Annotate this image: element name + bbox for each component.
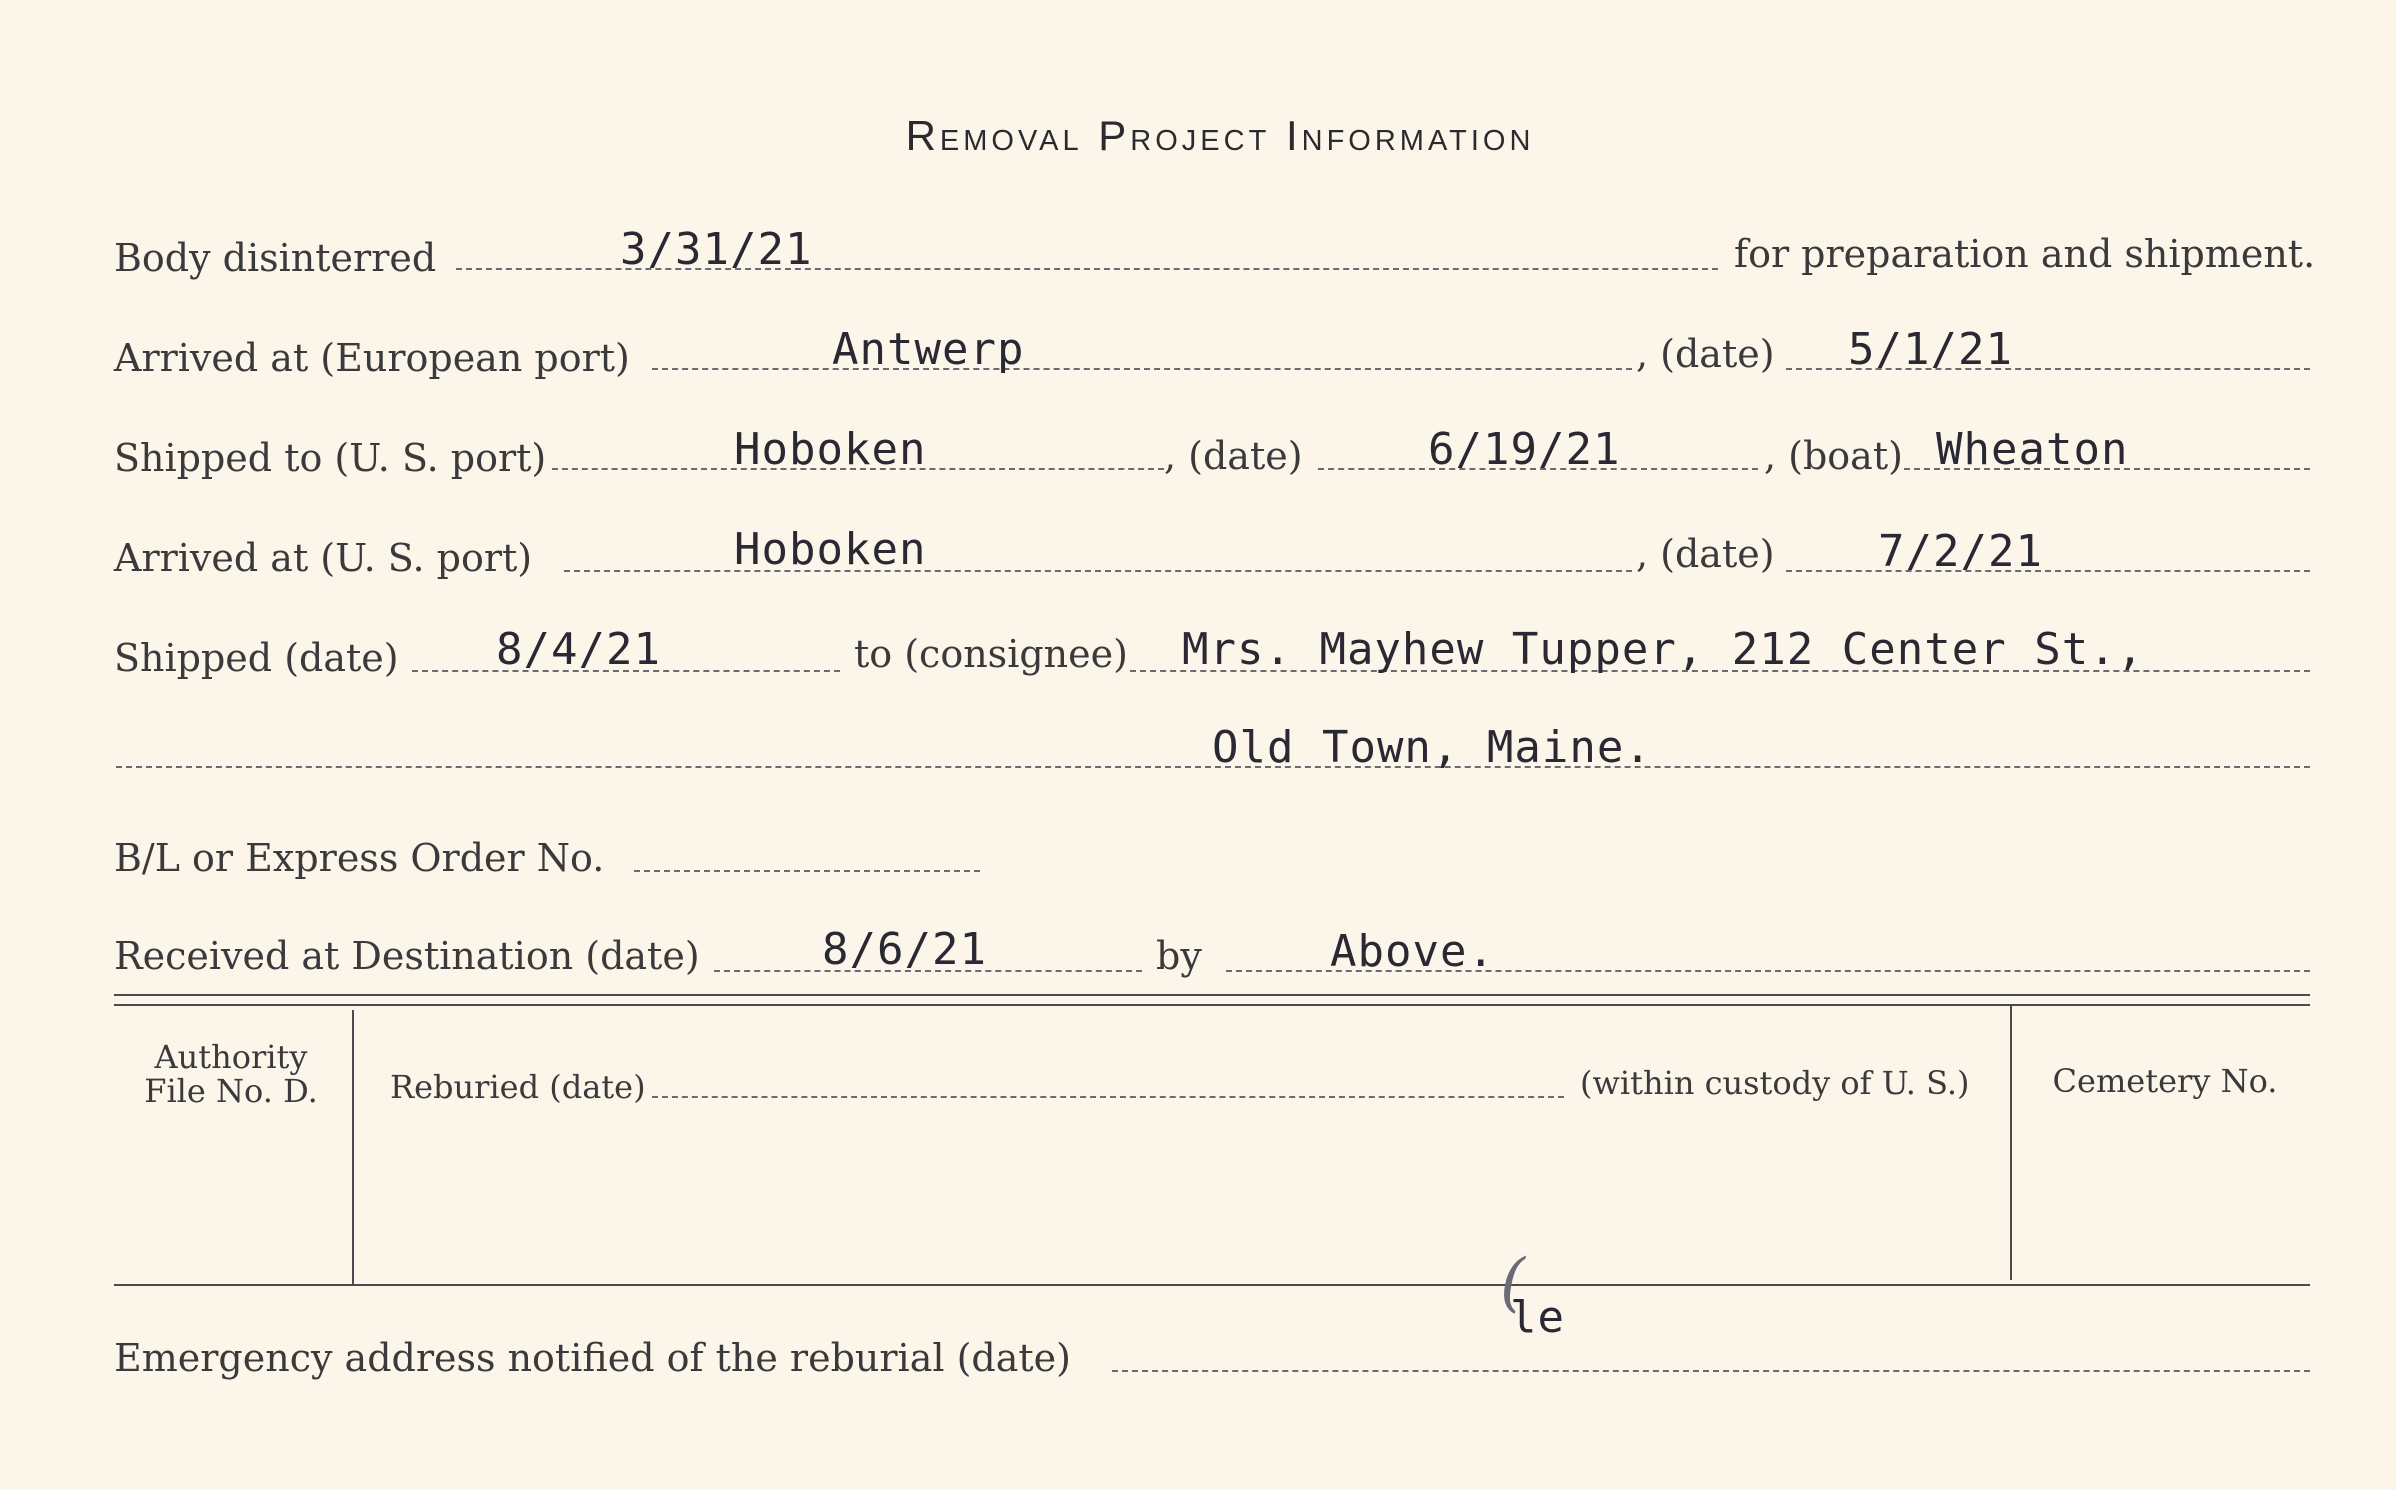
arrived-us-line (564, 570, 1632, 572)
authority-line1: Authority (154, 1038, 308, 1076)
cemetery-label: Cemetery No. (2052, 1062, 2278, 1100)
authority-line2: File No. D. (144, 1072, 318, 1110)
reburied-line (652, 1096, 1564, 1098)
arrived-us-label: Arrived at (U. S. port) (114, 536, 533, 580)
custody-label: (within custody of U. S.) (1580, 1064, 1970, 1102)
disinterred-label: Body disinterred (114, 236, 437, 280)
bl-label: B/L or Express Order No. (114, 836, 605, 880)
received-by-value: Above. (1330, 926, 1495, 977)
pencil-mark-icon: ( (1500, 1246, 1525, 1320)
consignee-line1: Mrs. Mayhew Tupper, 212 Center St., (1182, 624, 2145, 675)
european-port-line (652, 368, 1632, 370)
shipped-us-boat-label: , (boat) (1764, 434, 1903, 478)
disinterred-suffix: for preparation and shipment. (1734, 232, 2316, 276)
consignee-label: to (consignee) (854, 632, 1128, 676)
authority-label (128, 1040, 334, 1108)
european-port-date-value: 5/1/21 (1848, 324, 2013, 375)
box-top-rule-1 (114, 994, 2310, 996)
shipped-value: 8/4/21 (496, 624, 661, 675)
shipped-us-label: Shipped to (U. S. port) (114, 436, 547, 480)
box-top-rule-2 (114, 1004, 2310, 1006)
shipped-label: Shipped (date) (114, 636, 399, 680)
disinterred-value: 3/31/21 (620, 224, 813, 275)
shipped-us-date-label: , (date) (1164, 434, 1303, 478)
consignee-line2: Old Town, Maine. (1212, 722, 1652, 773)
bl-line (634, 870, 980, 872)
received-value: 8/6/21 (822, 924, 987, 975)
received-label: Received at Destination (date) (114, 934, 700, 978)
reburied-label: Reburied (date) (390, 1068, 646, 1106)
box-divider-right (2010, 1004, 2012, 1280)
arrived-us-date-label: , (date) (1636, 532, 1775, 576)
european-port-value: Antwerp (832, 324, 1025, 375)
box-bottom-rule (114, 1284, 2310, 1286)
received-by-label: by (1156, 934, 1202, 978)
arrived-us-value: Hoboken (734, 524, 927, 575)
card-title: Removal Project Information (905, 112, 1535, 159)
shipped-us-value: Hoboken (734, 424, 927, 475)
european-port-label: Arrived at (European port) (114, 336, 630, 380)
emergency-line (1112, 1370, 2310, 1372)
emergency-label: Emergency address notified of the reburial (date) (114, 1336, 1071, 1380)
emergency-mark: le (1510, 1292, 1565, 1343)
shipped-us-boat-value: Wheaton (1936, 424, 2129, 475)
box-divider-left (352, 1010, 354, 1284)
shipped-us-date-value: 6/19/21 (1428, 424, 1621, 475)
european-port-date-label: , (date) (1636, 332, 1775, 376)
arrived-us-date-value: 7/2/21 (1878, 526, 2043, 577)
arrived-us-date-line (1786, 570, 2310, 572)
